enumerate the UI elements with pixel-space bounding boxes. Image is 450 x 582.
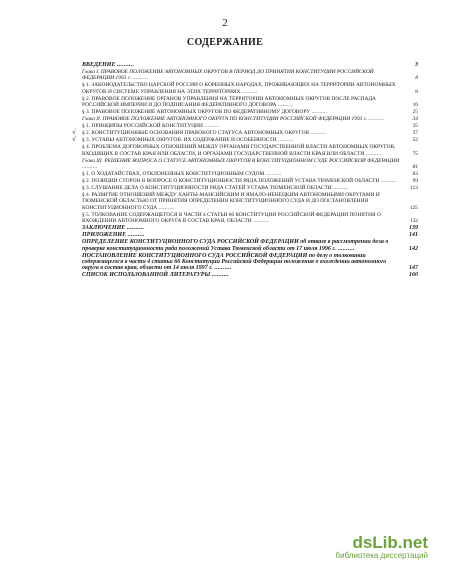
toc-entry-title: ПОСТАНОВЛЕНИЕ КОНСТИТУЦИОННОГО СУДА РОССИЙСКОЙ ФЕДЕРАЦИИ по делу о толковании содержащегося в части 4 статьи 66 Конституции Российской Федерации положения о вхождении автономного округа в состав края, области от 14 июля 1997 г.	[82, 252, 387, 272]
toc-entry-page: 125	[409, 204, 418, 211]
toc-entry	[82, 109, 418, 115]
toc-entry-page: 139	[409, 225, 418, 232]
toc-entry-page: 52	[412, 137, 418, 144]
toc-leader-dots: ..........	[210, 272, 229, 279]
toc-entry-title: § 3. СЛУШАНИЕ ДЕЛА О КОНСТИТУЦИОННОСТИ РЯДА СТАТЕЙ УСТАВА ТЮМЕНСКОЙ ОБЛАСТИ	[82, 185, 332, 192]
toc-leader-dots: ..........	[251, 218, 269, 225]
toc-entry-page: 8	[415, 75, 418, 82]
table-of-contents	[72, 62, 418, 279]
toc-leader-dots: ..........	[131, 75, 149, 82]
toc-entry	[82, 192, 418, 211]
toc-entry	[72, 135, 418, 144]
toc-leader-dots: ..........	[309, 130, 327, 137]
toc-entry	[72, 128, 418, 137]
toc-entry-title: § 1. О ХОДАТАЙСТВАХ, ОТКЛОНЕННЫХ КОНСТИТУЦИОННЫМ СУДОМ	[82, 171, 265, 178]
toc-entry-title: § 2. ПОЗИЦИИ СТОРОН В ВОПРОСЕ О КОНСТИТУЦИОННОСТИ РЯДА ПОЛОЖЕНИЙ УСТАВА ТЮМЕНСКОЙ ОБЛАСТИ	[82, 178, 380, 185]
toc-entry	[82, 158, 418, 171]
toc-leader-dots: ..........	[366, 116, 385, 123]
toc-entry	[82, 232, 418, 238]
toc-entry	[82, 69, 418, 82]
toc-entry	[82, 96, 418, 109]
toc-entry-page: 75	[412, 150, 418, 157]
toc-leader-dots: ..........	[276, 137, 294, 144]
toc-leader-dots: ..........	[82, 164, 98, 171]
toc-entry	[82, 171, 418, 177]
toc-entry	[82, 253, 418, 272]
toc-entry	[82, 62, 418, 68]
toc-entry-page: 99	[412, 178, 418, 185]
toc-entry-page: 16	[412, 102, 418, 109]
toc-entry-title: § 3. ПРАВОВОЕ ПОЛОЖЕНИЕ АВТОНОМНЫХ ОКРУГОВ ПО ФЕДЕРАТИВНОМУ ДОГОВОРУ	[82, 109, 311, 116]
toc-entry-title: ОПРЕДЕЛЕНИЕ КОНСТИТУЦИОННОГО СУДА РОССИЙСКОЙ ФЕДЕРАЦИИ об отказе в рассмотрении дела о проверке конституционности ряда положений Устава Тюменской области от 17 июля 1996 г.	[82, 239, 389, 252]
toc-entry-page: 3	[415, 62, 418, 68]
toc-entry-title: § 4. РАЗВИТИЕ ОТНОШЕНИЙ МЕЖДУ ХАНТЫ-МАНСИЙСКИМ И ЯМАЛО-НЕНЕЦКИМ АВТОНОМНЫМИ ОКРУГАМИ И ТЮМЕНСКОЙ ОБЛАСТЬЮ ОТ ПРИНЯТИЯ ОПРЕДЕЛЕНИЯ КОНСТИТУЦИОННОГО СУДА И ДО ПОСТАНОВЛЕНИЯ КОНСТИТУЦИОННОГО СУДА	[82, 192, 380, 211]
toc-entry-title: ЗАКЛЮЧЕНИЕ	[82, 225, 126, 232]
toc-leader-dots: ..........	[264, 171, 282, 178]
toc-leader-dots: ..........	[240, 88, 258, 95]
toc-entry-page: 142	[409, 245, 418, 252]
toc-leader-dots: ..........	[202, 123, 220, 130]
toc-leader-dots: ..........	[212, 265, 232, 272]
toc-leader-dots: ..........	[157, 204, 175, 211]
toc-entry-page: 25	[412, 109, 418, 116]
toc-entry-page: 160	[409, 272, 418, 279]
toc-leader-dots: ..........	[364, 150, 382, 157]
page-number: 2	[222, 17, 228, 29]
toc-entry-title: ПРИЛОЖЕНИЕ	[82, 232, 127, 239]
toc-entry-title: § 5. ТОЛКОВАНИЕ СОДЕРЖАЩЕГОСЯ В ЧАСТИ 4 СТАТЬИ 66 КОНСТИТУЦИИ РОССИЙСКОЙ ФЕДЕРАЦИИ ПОНЯТИЯ О ВХОЖДЕНИИ АВТОНОМНОГО ОКРУГА В СОСТАВ КРАЯ, ОБЛАСТИ	[82, 211, 381, 225]
toc-leader-dots: ..........	[125, 225, 144, 232]
toc-entry-page: 141	[409, 232, 418, 239]
watermark-logo: dsLib.net	[352, 533, 428, 552]
toc-leader-dots: ..........	[336, 245, 355, 252]
toc-leader-dots: ..........	[331, 185, 349, 192]
toc-entry	[82, 239, 418, 252]
toc-entry-title: СПИСОК ИСПОЛЬЗОВАННОЙ ЛИТЕРАТУРЫ	[82, 272, 211, 279]
toc-entry	[82, 225, 418, 231]
watermark-subtitle: библиотека диссертаций	[335, 551, 428, 560]
toc-entry-page: 8	[415, 88, 418, 95]
toc-entry-title: § 1. ЗАКОНОДАТЕЛЬСТВО ЦАРСКОЙ РОССИИ О КОРЕННЫХ НАРОДАХ, ПРОЖИВАЮЩИХ НА ТЕРРИТОРИИ АВТОНОМНЫХ ОКРУГОВ И СИСТЕМЕ УПРАВЛЕНИЯ НА ЭТИХ ТЕРРИТОРИЯХ	[82, 82, 396, 95]
toc-entry-title: Глава II. ПРАВОВОЕ ПОЛОЖЕНИЕ АВТОНОМНОГО ОКРУГА ПО КОНСТИТУЦИИ РОССИЙСКОЙ ФЕДЕРАЦИИ 1993 г.	[82, 116, 367, 123]
toc-entry	[82, 144, 418, 157]
toc-leader-dots: ..........	[126, 232, 145, 239]
toc-leader-dots: ..........	[310, 109, 328, 116]
toc-entry-title: ВВЕДЕНИЕ	[82, 62, 116, 68]
toc-leader-dots: ..........	[115, 62, 135, 68]
toc-entry-title: Глава III. РЕШЕНИЕ ВОПРОСА О СТАТУСЕ АВТОНОМНЫХ ОКРУГОВ В КОНСТИТУЦИОННОМ СУДЕ РОССИЙСКОЙ ФЕДЕРАЦИИ	[82, 157, 400, 164]
toc-entry-title: § 4. ПРОБЛЕМА ДОГОВОРНЫХ ОТНОШЕНИЙ МЕЖДУ ОРГАНАМИ ГОСУДАРСТВЕННОЙ ВЛАСТИ АВТОНОМНЫХ ОКРУГОВ, ВХОДЯЩИХ В СОСТАВ КРАЯ ИЛИ ОБЛАСТИ, И ОРГАНАМИ ГОСУДАРСТВЕННОЙ ВЛАСТИ КРАЯ ИЛИ ОБЛАСТИ	[82, 144, 396, 157]
toc-entry-page: 113	[410, 185, 418, 192]
toc-entry	[82, 178, 418, 184]
toc-entry-title: Глава I. ПРАВОВОЕ ПОЛОЖЕНИЕ АВТОНОМНЫХ ОКРУГОВ В ПЕРИОД ДО ПРИНЯТИЯ КОНСТИТУЦИИ РОССИЙСКОЙ ФЕДЕРАЦИИ 1993 г.	[82, 69, 374, 82]
toc-entry-page: 37	[412, 130, 418, 137]
toc-entry-page: 83	[412, 171, 418, 178]
toc-entry-page: 147	[409, 265, 418, 272]
toc-entry-page: 35	[412, 123, 418, 130]
toc-entry-page: 132	[409, 218, 418, 225]
toc-entry	[82, 272, 418, 278]
toc-entry	[82, 212, 418, 225]
toc-entry-page: 81	[412, 164, 418, 171]
toc-entry	[82, 82, 418, 95]
check-mark-icon: √	[72, 135, 76, 144]
toc-entry-title: § 1. ПРИНЦИПЫ РОССИЙСКОЙ КОНСТИТУЦИИ	[82, 123, 203, 130]
toc-entry	[82, 116, 418, 122]
toc-entry-title: § 2. КОНСТИТУЦИОННЫЕ ОСНОВАНИЯ ПРАВОВОГО СТАТУСА АВТОНОМНЫХ ОКРУГОВ	[82, 130, 310, 137]
toc-entry	[82, 185, 418, 191]
toc-entry-title: § 3. УСТАВЫ АВТОНОМНЫХ ОКРУГОВ. ИХ СОДЕРЖАНИЕ И ОСОБЕННОСТИ	[82, 137, 277, 144]
watermark	[336, 533, 428, 560]
toc-entry	[82, 123, 418, 129]
toc-leader-dots: ..........	[276, 102, 294, 109]
toc-entry-page: 34	[412, 116, 418, 123]
toc-entry-title: § 2. ПРАВОВОЕ ПОЛОЖЕНИЕ ОРГАНОВ УПРАВЛЕНИЯ НА ТЕРРИТОРИИ АВТОНОМНЫХ ОКРУГОВ ПОСЛЕ РАСПАДА РОССИЙСКОЙ ИМПЕРИИ И ДО ПОДПИСАНИЯ ФЕДЕРАТИВНОГО ДОГОВОРА	[82, 95, 376, 109]
check-mark-icon: √	[72, 128, 76, 137]
toc-leader-dots: ..........	[379, 178, 397, 185]
toc-title: СОДЕРЖАНИЕ	[186, 37, 264, 48]
